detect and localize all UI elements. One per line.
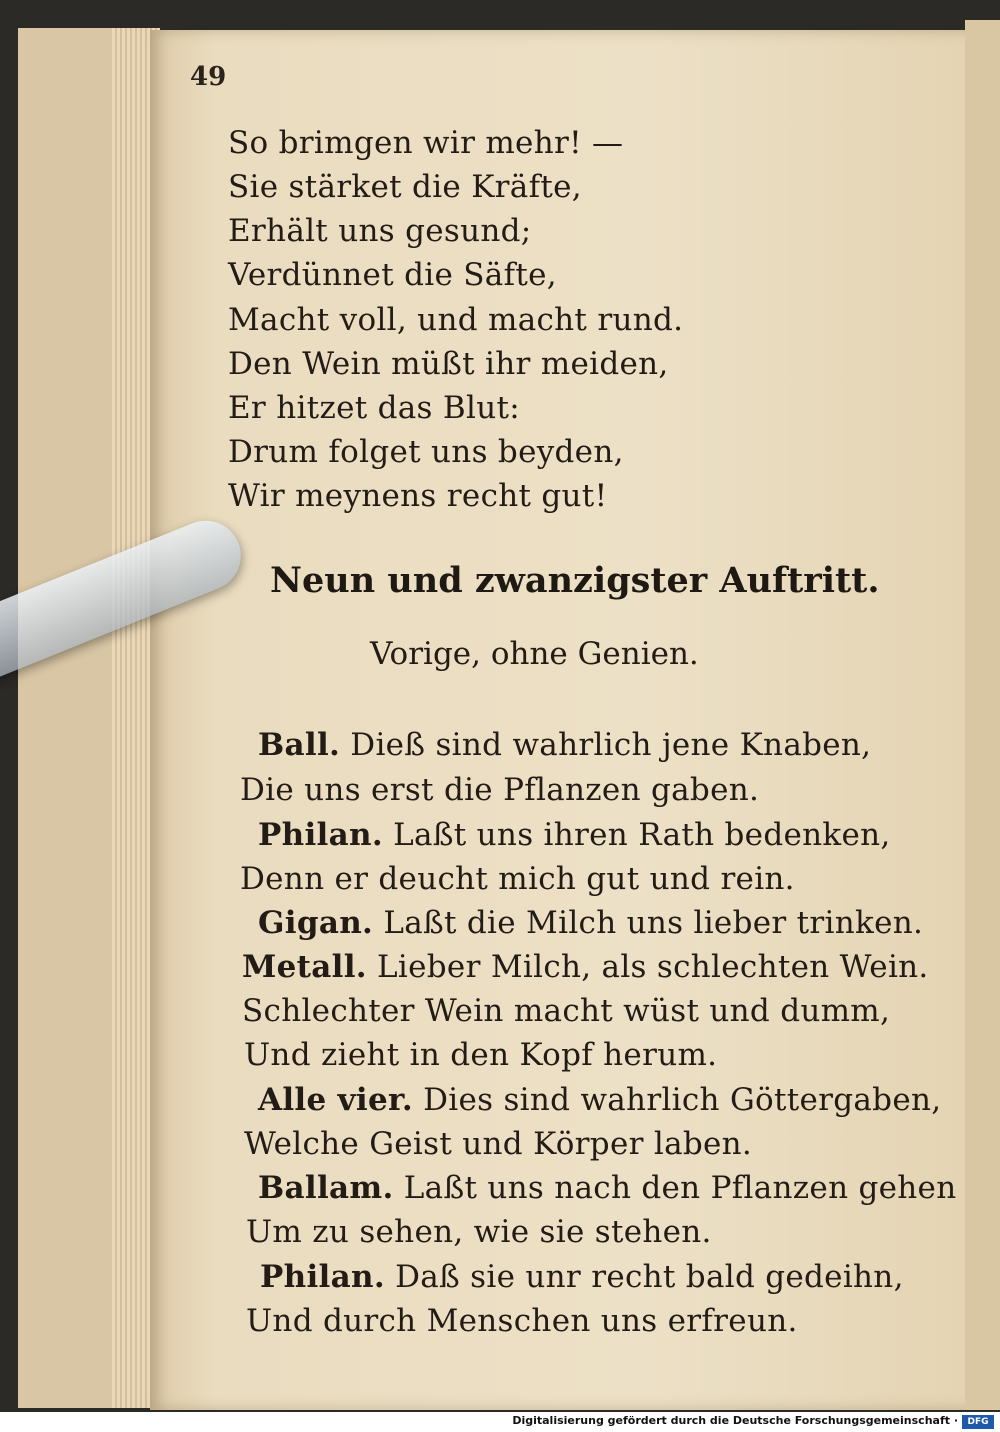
speaker-name: Gigan. xyxy=(258,905,374,941)
verse-line: Verdünnet die Säfte, xyxy=(228,257,557,293)
dialogue-line xyxy=(244,1037,718,1073)
dialogue-line xyxy=(244,1126,753,1162)
footer-credit: Digitalisierung gefördert durch die Deutsche Forschungsgemeinschaft · xyxy=(512,1414,958,1427)
dialogue-text: Und durch Menschen uns erfreun. xyxy=(246,1303,798,1339)
dialogue-line xyxy=(246,1214,712,1250)
dialogue-line xyxy=(258,1082,942,1118)
dialogue-text: Laßt uns nach den Pflanzen gehen xyxy=(403,1170,957,1206)
verse-line: Drum folget uns beyden, xyxy=(228,434,624,470)
dialogue-line xyxy=(242,949,929,985)
dialogue-line xyxy=(260,1259,904,1295)
verse-line: Den Wein müßt ihr meiden, xyxy=(228,346,669,382)
dialogue-text: Die uns erst die Pflanzen gaben. xyxy=(240,772,760,808)
verse-line: Er hitzet das Blut: xyxy=(228,390,520,426)
verse-line: Sie stärket die Kräfte, xyxy=(228,169,582,205)
dialogue-text: Um zu sehen, wie sie stehen. xyxy=(246,1214,712,1250)
dialogue-text: Laßt die Milch uns lieber trinken. xyxy=(383,905,924,941)
speaker-name: Ball. xyxy=(258,727,341,763)
dialogue-text: Welche Geist und Körper laben. xyxy=(244,1126,753,1162)
dialogue-text: Dies sind wahrlich Göttergaben, xyxy=(423,1082,942,1118)
scene-heading: Neun und zwanzigster Auftritt. xyxy=(270,560,880,601)
speaker-name: Metall. xyxy=(242,949,367,985)
dialogue-line xyxy=(258,905,924,941)
dialogue-line xyxy=(240,772,760,808)
verse-line: Wir meynens recht gut! xyxy=(228,478,608,514)
scene-subheading: Vorige, ohne Genien. xyxy=(370,636,699,672)
dialogue-text: Daß sie unr recht bald gedeihn, xyxy=(395,1259,904,1295)
speaker-name: Philan. xyxy=(258,817,383,853)
dialogue-line xyxy=(246,1303,798,1339)
dialogue-line xyxy=(258,1170,957,1206)
speaker-name: Ballam. xyxy=(258,1170,394,1206)
verse-line: Erhält uns gesund; xyxy=(228,213,532,249)
dialogue-line xyxy=(240,861,795,897)
dialogue-text: Laßt uns ihren Rath bedenken, xyxy=(393,817,891,853)
dialogue-text: Denn er deucht mich gut und rein. xyxy=(240,861,795,897)
speaker-name: Alle vier. xyxy=(258,1082,413,1118)
footer-bar xyxy=(0,1412,1000,1432)
dfg-logo: DFG xyxy=(962,1415,994,1429)
dialogue-line xyxy=(242,993,891,1029)
page-number: 49 xyxy=(190,62,227,92)
speaker-name: Philan. xyxy=(260,1259,385,1295)
verse-line: Macht voll, und macht rund. xyxy=(228,302,684,338)
dialogue-text: Schlechter Wein macht wüst und dumm, xyxy=(242,993,891,1029)
dialogue-line xyxy=(258,817,891,853)
dialogue-text: Dieß sind wahrlich jene Knaben, xyxy=(350,727,872,763)
dialogue-text: Und zieht in den Kopf herum. xyxy=(244,1037,718,1073)
verse-line: So brimgen wir mehr! — xyxy=(228,125,624,161)
dialogue-line xyxy=(258,727,872,763)
dialogue-text: Lieber Milch, als schlechten Wein. xyxy=(377,949,929,985)
